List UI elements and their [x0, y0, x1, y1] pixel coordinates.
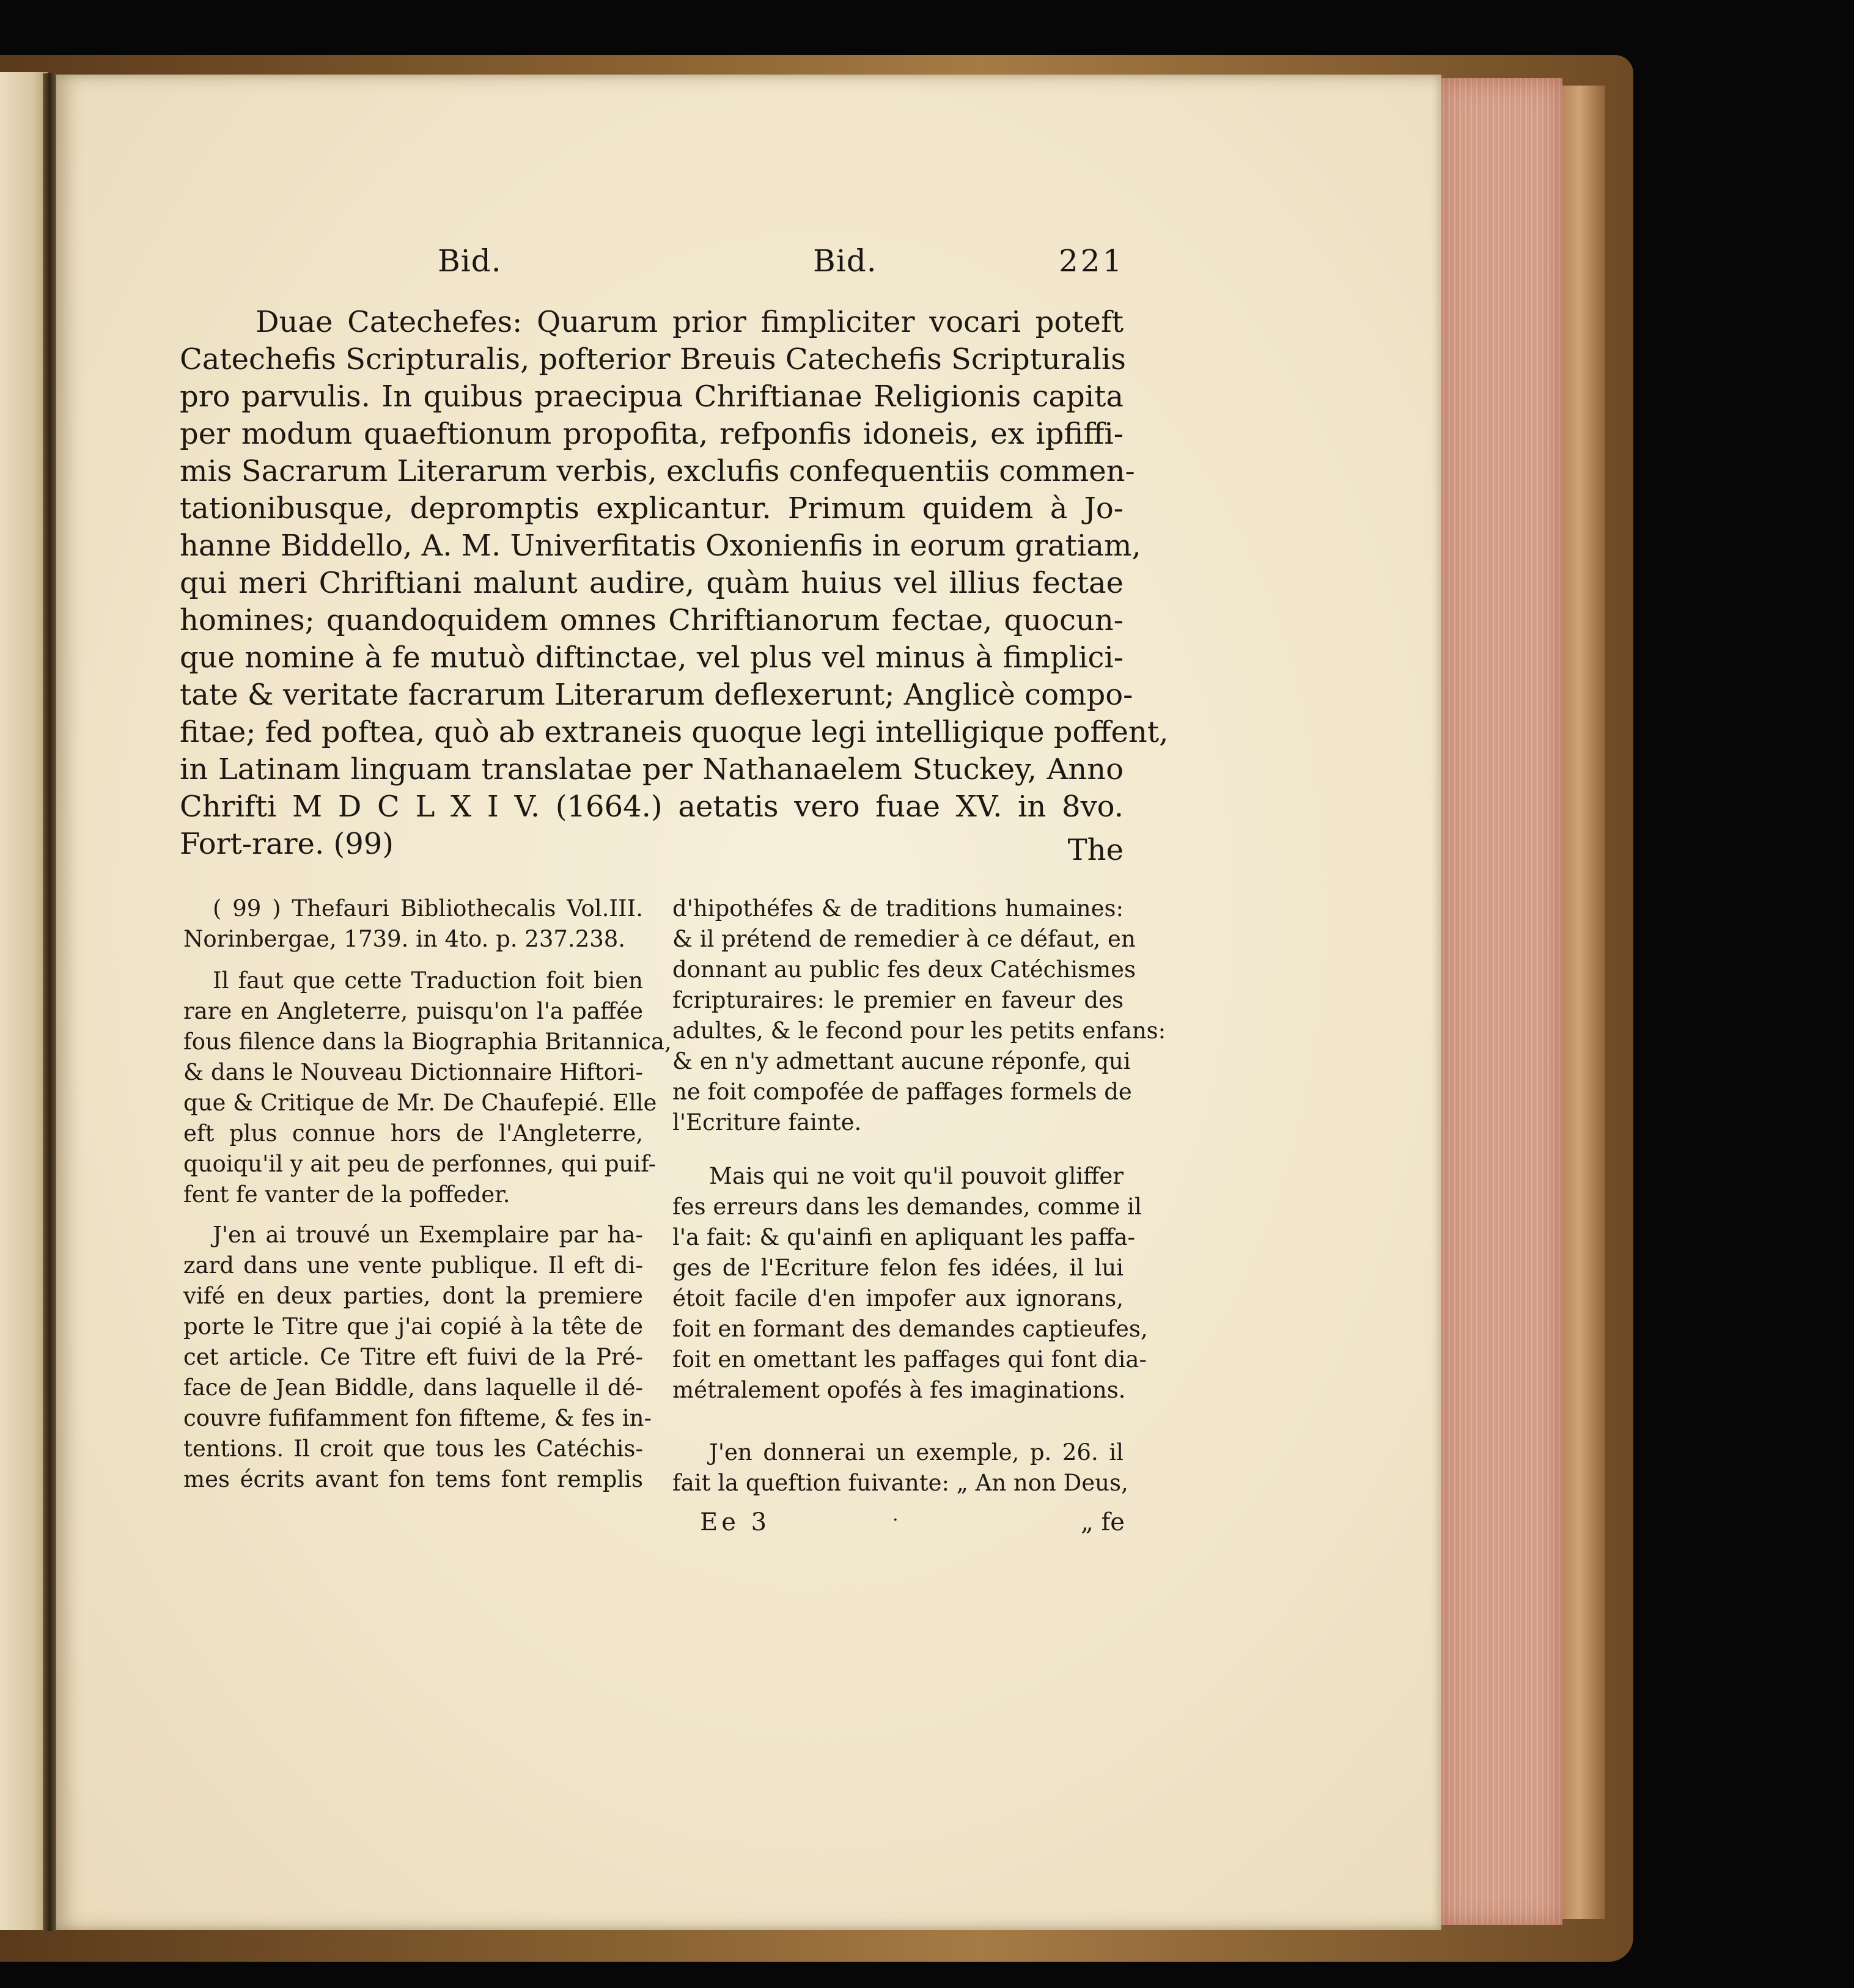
- footnote-line: face de Jean Biddle, dans laquelle il dé-: [183, 1374, 643, 1401]
- main-text-line: tate & veritate facrarum Literarum deflexerunt; Anglicè compo-: [180, 678, 1133, 712]
- catchword-main: The: [1067, 833, 1124, 867]
- main-text-line: Chrifti M D C L X I V. (1664.) aetatis vero fuae XV. in 8vo.: [180, 790, 1124, 824]
- footnote-line: eft plus connue hors de l'Angleterre,: [183, 1120, 643, 1146]
- footnote-line: J'en donnerai un exemple, p. 26. il: [709, 1439, 1124, 1465]
- footnote-line: adultes, & le fecond pour les petits enfans:: [672, 1018, 1166, 1044]
- footnote-line: couvre fufifamment fon fifteme, & fes in-: [183, 1405, 652, 1431]
- footnote-line: rare en Angleterre, puisqu'on l'a paffée: [183, 998, 643, 1024]
- footnote-line: & il prétend de remedier à ce défaut, en: [672, 926, 1136, 952]
- footnote-line: ne foit compofée de paffages formels de: [672, 1079, 1132, 1105]
- footnote-line: fes erreurs dans les demandes, comme il: [672, 1194, 1142, 1220]
- footnote-line: fait la queftion fuivante: „ An non Deus,: [672, 1470, 1128, 1496]
- main-text-line: pro parvulis. In quibus praecipua Chriftianae Religionis capita: [180, 380, 1124, 414]
- footnote-line: étoit facile d'en impofer aux ignorans,: [672, 1285, 1124, 1311]
- footnote-line: mes écrits avant fon tems font remplis: [183, 1466, 643, 1492]
- footnote-line: & en n'y admettant aucune réponfe, qui: [672, 1048, 1131, 1074]
- footnote-line: Mais qui ne voit qu'il pouvoit gliffer: [709, 1163, 1124, 1189]
- footnote-line: foit en omettant les paffages qui font dia-: [672, 1346, 1147, 1373]
- signature-mark: Ee 3: [700, 1508, 771, 1536]
- footnote-line: métralement opofés à fes imaginations.: [672, 1377, 1126, 1403]
- running-head-center: Bid.: [813, 243, 877, 279]
- footnote-line: tentions. Il croit que tous les Catéchis-: [183, 1436, 643, 1462]
- left-page-edge: [0, 72, 48, 1930]
- running-head-left: Bid.: [438, 243, 502, 279]
- page-number: 221: [1059, 243, 1125, 279]
- catchword-bottom: „ fe: [1081, 1508, 1125, 1536]
- main-text-line: tationibusque, depromptis explicantur. Primum quidem à Jo-: [180, 491, 1124, 526]
- footnote-line: & dans le Nouveau Dictionnaire Hiftori-: [183, 1059, 643, 1085]
- footnote-line: porte le Titre que j'ai copié à la tête de: [183, 1313, 643, 1340]
- main-text-line: Duae Catechefes: Quarum prior fimpliciter vocari poteft: [256, 305, 1124, 339]
- main-text-line: Catechefis Scripturalis, pofterior Breuis Catechefis Scripturalis: [180, 342, 1126, 376]
- footnote-line: cet article. Ce Titre eft fuivi de la Pré-: [183, 1344, 643, 1370]
- footnote-line: d'hipothéfes & de traditions humaines:: [672, 895, 1124, 922]
- book-gutter: [43, 73, 56, 1931]
- footnote-line: fent fe vanter de la poffeder.: [183, 1181, 510, 1208]
- main-text-line: Fort-rare. (99): [180, 827, 394, 861]
- footnote-line: l'a fait: & qu'ainfi en apliquant les paffa-: [672, 1224, 1136, 1250]
- footnote-line: Il faut que cette Traduction foit bien: [213, 967, 643, 994]
- footnote-line: fous filence dans la Biographia Britannica,: [183, 1029, 672, 1055]
- main-text-line: per modum quaeftionum propofita, refponfis idoneis, ex ipfiffi-: [180, 417, 1124, 451]
- footnote-line: l'Ecriture fainte.: [672, 1109, 862, 1135]
- main-text-line: que nomine à fe mutuò diftinctae, vel plus vel minus à fimplici-: [180, 640, 1124, 675]
- footnote-line: ( 99 ) Thefauri Bibliothecalis Vol.III.: [213, 895, 643, 922]
- main-text-line: fitae; fed poftea, quò ab extraneis quoque legi intelligique poffent,: [180, 715, 1169, 749]
- footnote-line: donnant au public fes deux Catéchismes: [672, 956, 1136, 983]
- main-text-line: hanne Biddello, A. M. Univerfitatis Oxonienfis in eorum gratiam,: [180, 529, 1141, 563]
- footnote-line: ges de l'Ecriture felon fes idées, il lui: [672, 1255, 1124, 1281]
- footnote-line: J'en ai trouvé un Exemplaire par ha-: [213, 1222, 643, 1248]
- page-fore-edge: [1440, 78, 1562, 1925]
- footnote-line: Norinbergae, 1739. in 4to. p. 237.238.: [183, 926, 626, 952]
- footnote-line: vifé en deux parties, dont la premiere: [183, 1283, 643, 1309]
- footnote-line: zard dans une vente publique. Il eft di-: [183, 1252, 643, 1278]
- footnote-line: fcripturaires: le premier en faveur des: [672, 987, 1124, 1013]
- main-text-line: mis Sacrarum Literarum verbis, exclufis confequentiis commen-: [180, 454, 1135, 488]
- main-text-line: homines; quandoquidem omnes Chriftianorum fectae, quocun-: [180, 603, 1124, 637]
- footnote-line: que & Critique de Mr. De Chaufepié. Elle: [183, 1090, 657, 1116]
- footnote-line: foit en formant des demandes captieufes,: [672, 1316, 1148, 1342]
- press-dot: ·: [892, 1509, 899, 1531]
- main-text-line: in Latinam linguam translatae per Nathanaelem Stuckey, Anno: [180, 752, 1124, 787]
- footnote-line: quoiqu'il y ait peu de perfonnes, qui puif-: [183, 1151, 657, 1177]
- cover-edge: [1562, 86, 1605, 1919]
- main-text-line: qui meri Chriftiani malunt audire, quàm huius vel illius fectae: [180, 566, 1124, 600]
